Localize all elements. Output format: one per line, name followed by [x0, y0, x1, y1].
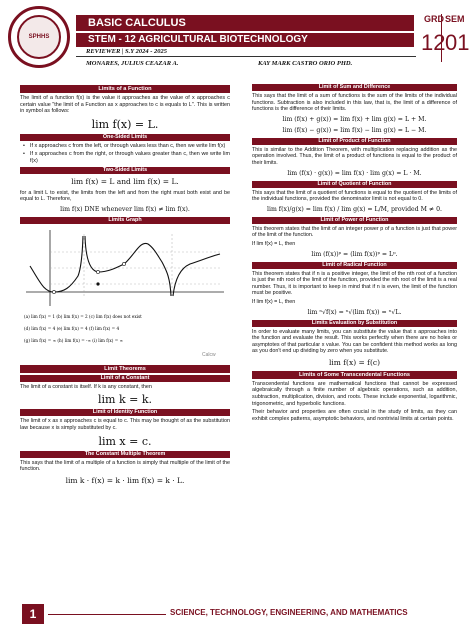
- dne-equation: lim f(x) DNE whenever lim f(x) ≠ lim f(x).: [60, 205, 190, 213]
- subject-title: BASIC CALCULUS: [76, 15, 414, 31]
- section-title-product: Limit of Product of Function: [252, 138, 457, 145]
- page-footer: [0, 602, 474, 624]
- page-header: [0, 0, 474, 78]
- strand-title: STEM - 12 AGRICULTURAL BIOTECHNOLOGY: [76, 33, 414, 47]
- power-text: This theorem states that the limit of an integer power p of a function is just that power of the limit of the function.: [252, 225, 457, 239]
- footer-divider: [48, 614, 166, 615]
- quotient-equation: lim f(x)/g(x) = lim f(x) / lim g(x) = L/M, provided M ≠ 0.: [267, 205, 442, 213]
- section-title-transcendental: Limits of Some Transcendental Functions: [252, 371, 457, 379]
- graph-open-point: [52, 290, 55, 293]
- graph-caption: Calcw: [202, 351, 216, 358]
- radical-equation: lim ⁿ√f(x) = ⁿ√(lim f(x)) = ⁿ√L.: [307, 308, 402, 316]
- two-sided-equation: lim f(x) = L and lim f(x) = L.: [71, 176, 179, 186]
- power-text-2: If lim f(x) = L, then: [252, 240, 296, 247]
- graph-label-row3: (g) lim f(x) = ∞ (h) lim f(x) = -∞ (i) lim f(x) = ∞: [24, 337, 124, 343]
- section-title-two-sided: Two-Sided Limits: [20, 167, 230, 174]
- section-title-limits: Limits of a Function: [20, 85, 230, 93]
- multiple-equation: lim k · f(x) = k · lim f(x) = k · L.: [65, 475, 185, 485]
- constant-text: The limit of a constant is itself. If k is any constant, then: [20, 383, 152, 390]
- sum-equation: lim (f(x) + g(x)) = lim f(x) + lim g(x) = L + M.: [282, 115, 427, 123]
- graph-open-point: [96, 270, 99, 273]
- radical-text: This theorem states that if n is a positive integer, the limit of the nth root of a function is just the nth root of the limit of the function, provided the nth root of the limit is a real number. Thus, it is important to keep in mind that if n is even, the limit of the function must be positive.: [252, 270, 457, 297]
- left-column: [20, 82, 230, 489]
- substitution-equation: lim f(x) = f(c): [328, 357, 381, 367]
- quotient-text: This says that the limit of a quotient of functions is equal to the quotient of the limits of the individual functions, provided the denominator limit is not equal to 0.: [252, 189, 457, 203]
- limits-text: The limit of a function f(x) is the value it approaches as the value of x approaches c certain value "the limit of a Function as x approaches to c is equals to L". This is written in symbol as follows:: [20, 95, 230, 115]
- section-title-graph: Limits Graph: [20, 217, 230, 224]
- section-title-multiple: The Constant Multiple Theorem: [20, 451, 230, 458]
- reviewer-line: REVIEWER | S.Y 2024 - 2025: [86, 48, 168, 55]
- semester-label: SEM: [445, 14, 465, 24]
- grade-label: GRD: [424, 14, 444, 24]
- logo-emblem: SPHHS: [17, 15, 61, 59]
- radical-text-2: If lim f(x) = L, then: [252, 298, 296, 305]
- section-title-quotient: Limit of Quotient of Function: [252, 181, 457, 188]
- one-sided-right: • If x approaches c from the right, or through values greater than c, then we write lim f(x): [20, 151, 230, 164]
- transcendental-text-2: Their behavior and properties are often crucial in the study of limits, as they can exhibit complex patterns, asymptotic behaviors, and nontrivial limits at certain points.: [252, 409, 457, 422]
- section-title-identity: Limit of Identity Function: [20, 409, 230, 416]
- section-title-one-sided: One-Sided Limits: [20, 134, 230, 141]
- semester-value: 01: [445, 30, 470, 55]
- constant-equation: lim k = k.: [97, 393, 152, 407]
- graph-label-row2: (d) lim f(x) = 4 (e) lim f(x) = 4 (f) lim f(x) = 4: [24, 325, 120, 331]
- graph-closed-point: [96, 282, 99, 285]
- graph-curve: [85, 236, 171, 296]
- section-title-theorems: Limit Theorems: [20, 365, 230, 373]
- limits-equation: lim f(x) = L.: [91, 117, 159, 131]
- transcendental-text: Transcendental functions are mathematical functions that cannot be expressed algebraically through a finite number of algebraic operations, such as addition, subtraction, multiplication, division, and roots. These include exponential, logarithmic, trigonometric, and hyperbolic functions.: [252, 380, 457, 407]
- graph-curve: [30, 236, 83, 292]
- header-divider: [76, 56, 416, 57]
- identity-text: The limit of x as x approaches c is equal to c. This may be thought of as the substitution law because x is simply substituted by c.: [20, 418, 230, 431]
- teacher-name: KAY MARK CASTRO ORIO PHD.: [258, 60, 353, 67]
- page-number: 1: [22, 604, 44, 624]
- difference-equation: lim (f(x) − g(x)) = lim f(x) − lim g(x) = L − M.: [282, 126, 427, 134]
- identity-equation: lim x = c.: [98, 434, 152, 448]
- graph-curve: [173, 254, 220, 296]
- section-title-substitution: Limits Evaluation by Substitution: [252, 320, 457, 327]
- substitution-text: In order to evaluate many limits, you can substitute the value that x approaches into the function and evaluate the result. This works perfectly when there are no holes or asymptotes of that particular x value. You can be confident this method works as long as you don't end up dividing by zero when you substitute.: [252, 328, 457, 355]
- right-column: [252, 82, 457, 424]
- section-title-power: Limit of Power of Function: [252, 217, 457, 224]
- power-equation: lim (f(x))ᵖ = (lim f(x))ᵖ = Lᵖ.: [311, 250, 398, 258]
- section-title-sum: Limit of Sum and Difference: [252, 84, 457, 91]
- sum-text: This says that the limit of a sum of functions is the sum of the limits of the individual functions. Subtraction is also included in this law, that is, the limit of a difference of functions is the difference of their limits.: [252, 93, 457, 113]
- one-sided-left: • If x approaches c from the left, or through values less than c, then we write lim f(x): [20, 143, 230, 150]
- graph-label-row1: (a) lim f(x) = 1 (b) lim f(x) = 2 (c) lim f(x) does not exist: [24, 313, 142, 319]
- two-sided-text: for a limit L to exist, the limits from the left and from the right must both exist and be equal to L. Therefore,: [20, 189, 230, 203]
- product-equation: lim (f(x) · g(x)) = lim f(x) · lim g(x) = L · M.: [287, 169, 422, 177]
- product-text: This is similar to the Addition Theorem, with multiplication replacing addition as the operation involved. Thus, the limit of a product of functions is equal to the product of their limits.: [252, 146, 457, 166]
- section-title-radical: Limit of Radical Function: [252, 262, 457, 269]
- author-name: MONARES, JULIUS CEAZAR A.: [86, 60, 179, 67]
- footer-text: SCIENCE, TECHNOLOGY, ENGINEERING, AND MATHEMATICS: [170, 608, 408, 617]
- graph-open-point: [122, 262, 125, 265]
- multiple-text: This says that the limit of a multiple of a function is simply that multiple of the limit of the function.: [20, 459, 230, 473]
- school-logo: [8, 6, 70, 68]
- grade-value: 12: [421, 30, 446, 55]
- section-title-constant: Limit of a Constant: [20, 375, 230, 382]
- limits-graph: [20, 226, 230, 362]
